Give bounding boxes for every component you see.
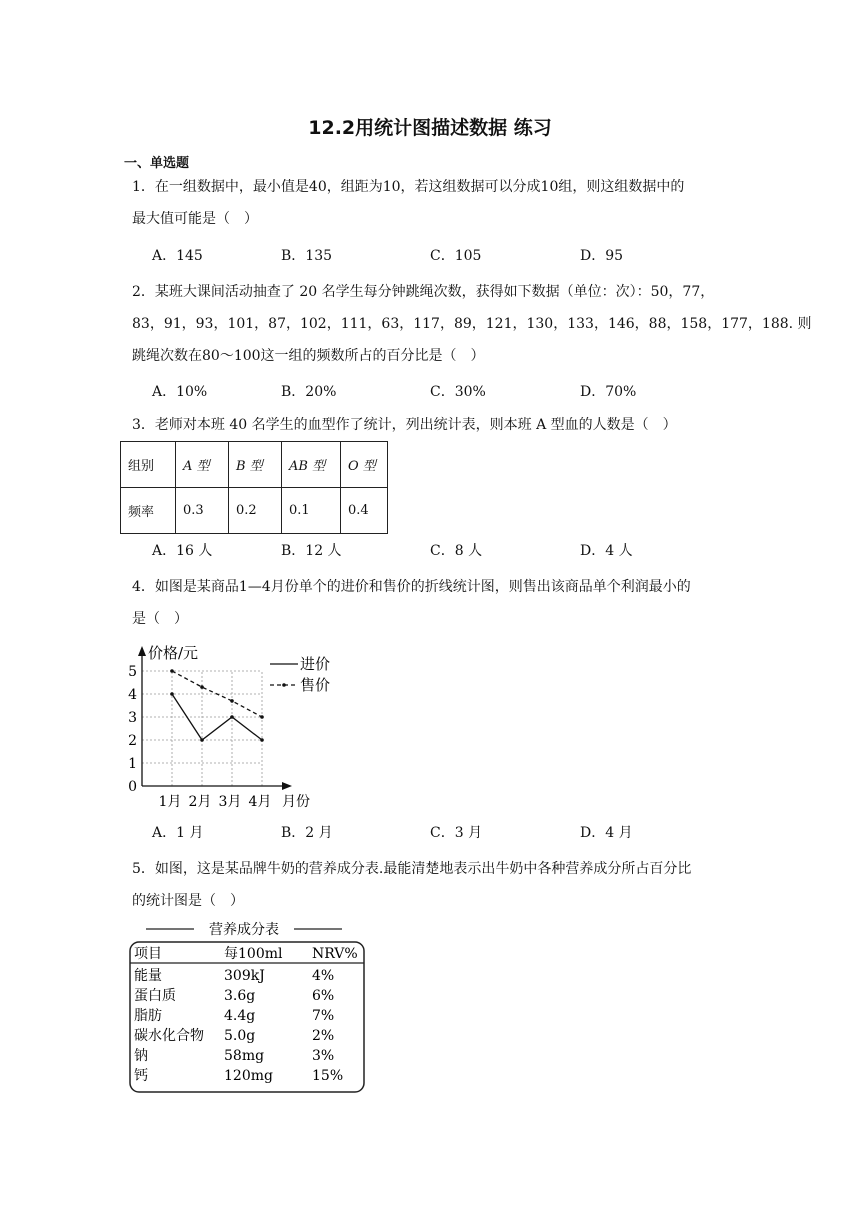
q3-option-a[interactable]: A．16 人 [152, 543, 213, 559]
q3-option-c[interactable]: C．8 人 [430, 543, 483, 559]
table-row [121, 442, 388, 488]
q3-options [152, 541, 742, 561]
nutrition-cell: 钠 [134, 1048, 148, 1064]
chart-labels [128, 644, 330, 810]
y-tick-label: 4 [128, 687, 137, 703]
x-axis-label: 月份 [282, 794, 310, 810]
q4-option-d[interactable]: D．4 月 [580, 825, 633, 841]
q1-stem-line2: 最大值可能是（ ） [132, 211, 258, 227]
y-tick-label: 2 [128, 733, 137, 749]
q4-stem-line1: 4．如图是某商品1—4月份单个的进价和售价的折线统计图，则售出该商品单个利润最小的 [132, 579, 691, 595]
nutrition-title: 营养成分表 [209, 922, 279, 938]
q4-option-c[interactable]: C．3 月 [430, 825, 483, 841]
chart-series [170, 669, 264, 742]
q5-stem-line1: 5．如图，这是某品牌牛奶的营养成分表.最能清楚地表示出牛奶中各种营养成分所占百分比 [132, 861, 692, 877]
nutrition-cell: 碳水化合物 [134, 1028, 204, 1044]
nutrition-header-cell: 项目 [134, 946, 162, 962]
nutrition-cell: 58mg [224, 1048, 265, 1064]
q2-stem-line3: 跳绳次数在80～100这一组的频数所占的百分比是（ ） [132, 348, 485, 364]
q1-option-d[interactable]: D．95 [580, 248, 624, 264]
table-cell: O 型 [341, 442, 388, 488]
nutrition-facts-table [126, 916, 368, 1098]
q2-option-b[interactable]: B．20% [281, 384, 337, 400]
q3-option-b[interactable]: B．12 人 [281, 543, 342, 559]
y-tick-label: 0 [128, 779, 137, 795]
q2-option-c[interactable]: C．30% [430, 384, 486, 400]
nutrition-cell: 4% [312, 968, 335, 984]
q2-options [152, 382, 742, 402]
data-point [260, 738, 264, 742]
nutrition-cell: 3% [312, 1048, 335, 1064]
table-cell: 0.1 [282, 488, 341, 534]
table-cell: 组别 [121, 442, 176, 488]
page-title: 12.2用统计图描述数据 练习 [308, 117, 552, 139]
y-axis-label: 价格/元 [148, 644, 199, 662]
table-cell: 0.4 [341, 488, 388, 534]
price-line-chart [120, 640, 340, 810]
q1-options [152, 246, 742, 266]
y-axis-arrow [138, 646, 146, 656]
x-tick-label: 2月 [188, 794, 212, 810]
y-tick-label: 1 [128, 756, 137, 772]
nutrition-cell: 钙 [134, 1068, 148, 1084]
chart-axes [138, 646, 292, 790]
data-point [260, 715, 264, 719]
nutrition-header-cell: NRV% [312, 946, 358, 962]
nutrition-cell: 蛋白质 [134, 988, 176, 1004]
q2-stem-line1: 2．某班大课间活动抽查了 20 名学生每分钟跳绳次数，获得如下数据（单位：次）：50，77， [132, 284, 715, 300]
section-heading: 一、单选题 [124, 156, 190, 171]
q2-option-d[interactable]: D．70% [580, 384, 637, 400]
nutrition-cell: 5.0g [224, 1028, 256, 1044]
q4-options [152, 823, 742, 843]
q4-stem-line2: 是（ ） [132, 611, 188, 627]
x-tick-label: 3月 [218, 794, 242, 810]
table-cell: 频率 [121, 488, 176, 534]
y-tick-label: 5 [128, 664, 137, 680]
q1-option-b[interactable]: B．135 [281, 248, 333, 264]
x-tick-label: 4月 [248, 794, 272, 810]
data-point [170, 669, 174, 673]
series-line [172, 694, 262, 740]
q3-stem-line1: 3．老师对本班 40 名学生的血型作了统计，列出统计表，则本班 A 型血的人数是（ ） [132, 417, 677, 433]
q2-stem-line2: 83，91，93，101，87，102，111，63，117，89，121，130，133，146，88，158，177，188. 则 [132, 316, 812, 332]
y-tick-label: 3 [128, 710, 137, 726]
table-row [121, 488, 388, 534]
data-point [230, 715, 234, 719]
nutrition-cell: 脂肪 [134, 1008, 162, 1024]
nutrition-cell: 4.4g [224, 1008, 256, 1024]
table-cell: B 型 [229, 442, 282, 488]
table-cell: 0.3 [176, 488, 229, 534]
data-point [200, 738, 204, 742]
legend-label: 进价 [300, 655, 331, 673]
nutrition-cell: 309kJ [224, 968, 265, 984]
nutrition-cell: 3.6g [224, 988, 256, 1004]
table-cell: AB 型 [282, 442, 341, 488]
legend-marker [282, 683, 286, 687]
nutrition-cell: 6% [312, 988, 335, 1004]
data-point [230, 699, 234, 703]
blood-type-table [120, 441, 388, 534]
q4-option-b[interactable]: B．2 月 [281, 825, 333, 841]
data-point [200, 685, 204, 689]
nutrition-rows [134, 946, 358, 1084]
q4-option-a[interactable]: A．1 月 [152, 825, 204, 841]
legend-label: 售价 [300, 676, 331, 694]
table-cell: 0.2 [229, 488, 282, 534]
nutrition-cell: 2% [312, 1028, 335, 1044]
nutrition-header-cell: 每100ml [224, 946, 283, 962]
q3-option-d[interactable]: D．4 人 [580, 543, 633, 559]
table-cell: A 型 [176, 442, 229, 488]
q5-stem-line2: 的统计图是（ ） [132, 893, 244, 909]
q1-option-a[interactable]: A．145 [152, 248, 203, 264]
nutrition-cell: 能量 [134, 968, 162, 984]
q1-option-c[interactable]: C．105 [430, 248, 482, 264]
nutrition-cell: 120mg [224, 1068, 273, 1084]
q2-option-a[interactable]: A．10% [152, 384, 208, 400]
nutrition-cell: 15% [312, 1068, 344, 1084]
nutrition-cell: 7% [312, 1008, 335, 1024]
data-point [170, 692, 174, 696]
series-line [172, 671, 262, 717]
q1-stem-line1: 1．在一组数据中，最小值是40，组距为10，若这组数据可以分成10组，则这组数据中的 [132, 179, 685, 195]
x-axis-arrow [282, 782, 292, 790]
x-tick-label: 1月 [158, 794, 182, 810]
